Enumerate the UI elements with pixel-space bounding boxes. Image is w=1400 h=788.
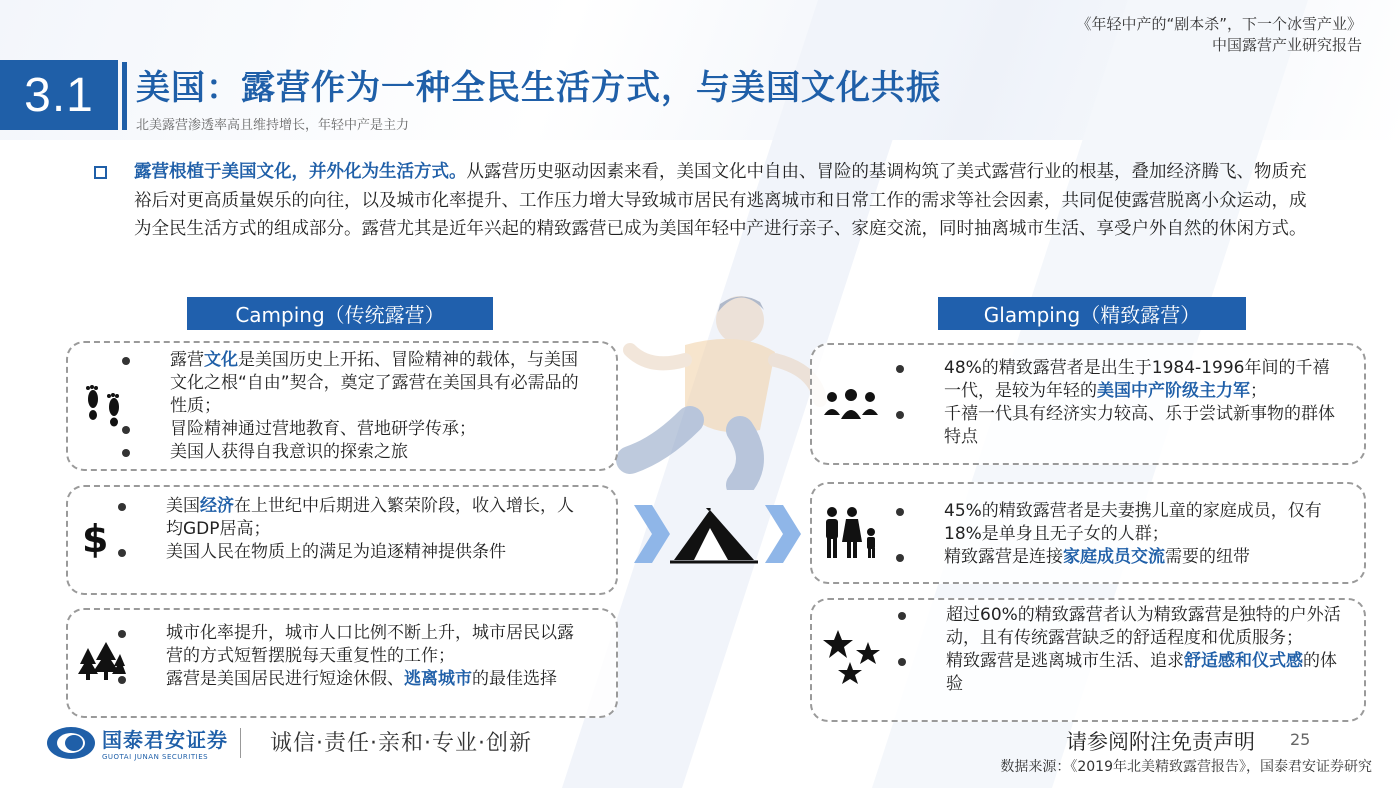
intro-body: 从露营历史驱动因素来看，美国文化中自由、冒险的基调构筑了美式露营行业的根基，叠加经济腾飞、物质充裕后对更高质量娱乐的向往，以及城市化率提升、工作压力增大导致城市居民有逃离城市和日常工作的需求等社会因素，共同促使露营脱离小众运动，成为全民生活方式的组成部分。露营尤其是近年兴起的精致露营已成为美国年轻中产进行亲子、家庭交流，同时抽离城市生活、享受户外自然的休闲方式。 bbox=[134, 162, 1307, 239]
list-item: 冒险精神通过营地教育、营地研学传承； bbox=[170, 418, 590, 441]
bullet-dot bbox=[122, 449, 130, 457]
company-logo bbox=[46, 724, 241, 761]
logo-emblem-icon bbox=[46, 726, 96, 760]
page-subtitle: 北美露营渗透率高且维持增长，年轻中产是主力 bbox=[136, 118, 410, 133]
intro-paragraph bbox=[94, 158, 1320, 244]
section-divider bbox=[122, 62, 127, 130]
report-title bbox=[1076, 14, 1362, 56]
group-icon bbox=[822, 389, 880, 421]
list-item: 45%的精致露营者是夫妻携儿童的家庭成员，仅有18%是单身且无子女的人群； bbox=[944, 500, 1344, 546]
section-number: 3.1 bbox=[0, 60, 118, 130]
report-title-line1: 《年轻中产的“剧本杀”，下一个冰雪产业》 bbox=[1076, 15, 1362, 33]
glamping-card-millennials bbox=[810, 343, 1366, 465]
bullet-dot bbox=[896, 508, 904, 516]
bullet-dot bbox=[898, 658, 906, 666]
bullet-dot bbox=[118, 503, 126, 511]
page-number: 25 bbox=[1290, 730, 1311, 749]
bullet-dot bbox=[896, 554, 904, 562]
list-item: 露营文化是美国历史上开拓、冒险精神的载体，与美国文化之根“自由”契合，奠定了露营在美国具有必需品的性质； bbox=[170, 349, 590, 418]
camping-card-urbanization bbox=[66, 608, 618, 718]
bullet-dot bbox=[118, 630, 126, 638]
chevron-right-icon bbox=[632, 505, 672, 563]
tent-icon bbox=[670, 508, 760, 566]
list-item: 精致露营是逃离城市生活、追求舒适感和仪式感的体验 bbox=[946, 650, 1346, 696]
camping-card-culture bbox=[66, 341, 618, 471]
bullet-dot bbox=[898, 612, 906, 620]
list-item: 城市化率提升，城市人口比例不断上升，城市居民以露营的方式短暂摆脱每天重复性的工作； bbox=[166, 622, 586, 668]
stars-icon bbox=[822, 628, 886, 686]
camping-card-economy bbox=[66, 485, 618, 595]
glamping-card-experience bbox=[810, 598, 1366, 722]
square-bullet-icon bbox=[94, 166, 107, 179]
bullet-dot bbox=[118, 676, 126, 684]
bullet-dot bbox=[896, 411, 904, 419]
family-icon bbox=[822, 506, 880, 562]
glamping-label: Glamping（精致露营） bbox=[938, 297, 1246, 330]
logo-name-cn: 国泰君安证券 bbox=[102, 728, 228, 752]
list-item: 露营是美国居民进行短途休假、逃离城市的最佳选择 bbox=[166, 668, 586, 691]
camping-label: Camping（传统露营） bbox=[187, 297, 493, 330]
list-item: 48%的精致露营者是出生于1984-1996年间的千禧一代，是较为年轻的美国中产阶级主力军； bbox=[944, 357, 1344, 403]
company-motto: 诚信·责任·亲和·专业·创新 bbox=[270, 731, 532, 756]
dollar-icon: $ bbox=[82, 517, 109, 561]
list-item: 超过60%的精致露营者认为精致露营是独特的户外活动，且有传统露营缺乏的舒适程度和优质服务； bbox=[946, 604, 1346, 650]
page-title: 美国：露营作为一种全民生活方式，与美国文化共振 bbox=[136, 68, 941, 108]
logo-name-en: GUOTAI JUNAN SECURITIES bbox=[102, 753, 209, 761]
glamping-card-family bbox=[810, 482, 1366, 584]
logo-divider bbox=[240, 728, 241, 758]
bullet-dot bbox=[122, 357, 130, 365]
bullet-dot bbox=[896, 365, 904, 373]
list-item: 美国人获得自我意识的探索之旅 bbox=[170, 441, 590, 464]
footprints-icon bbox=[82, 385, 126, 427]
data-source: 数据来源：《2019年北美精致露营报告》，国泰君安证券研究 bbox=[1000, 759, 1372, 775]
bullet-dot bbox=[118, 549, 126, 557]
runner-illustration bbox=[590, 290, 830, 490]
list-item: 美国人民在物质上的满足为追逐精神提供条件 bbox=[166, 541, 586, 564]
list-item: 千禧一代具有经济实力较高、乐于尝试新事物的群体特点 bbox=[944, 403, 1344, 449]
bullet-dot bbox=[122, 426, 130, 434]
list-item: 精致露营是连接家庭成员交流需要的纽带 bbox=[944, 546, 1344, 569]
chevron-right-icon bbox=[763, 505, 803, 563]
intro-highlight: 露营根植于美国文化，并外化为生活方式。 bbox=[134, 162, 467, 182]
disclaimer-text: 请参阅附注免责声明 bbox=[1066, 730, 1255, 754]
report-title-line2: 中国露营产业研究报告 bbox=[1211, 36, 1362, 54]
list-item: 美国经济在上世纪中后期进入繁荣阶段，收入增长，人均GDP居高； bbox=[166, 495, 586, 541]
